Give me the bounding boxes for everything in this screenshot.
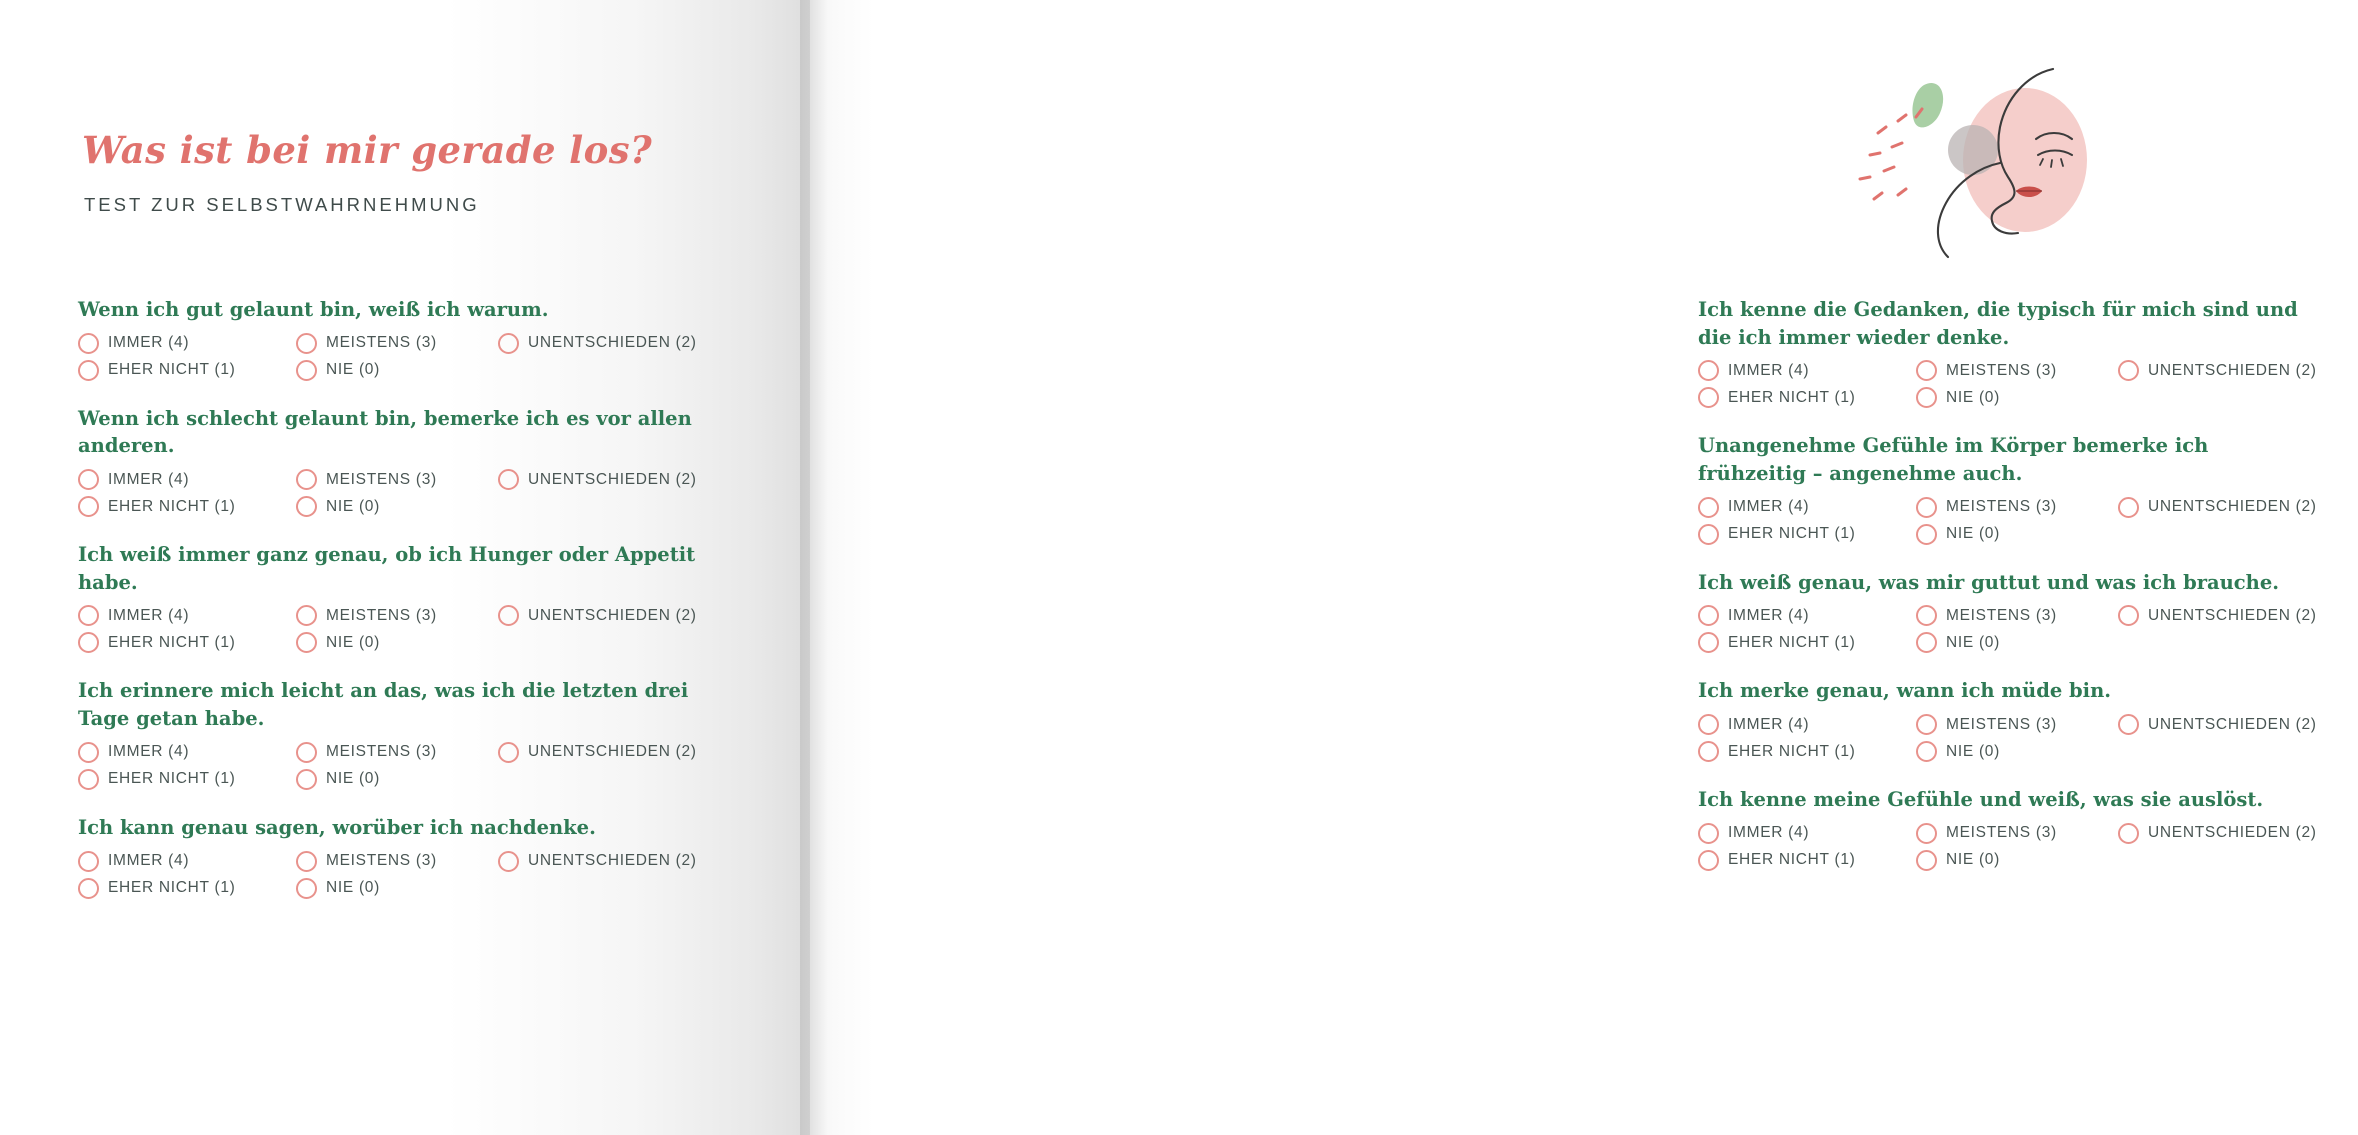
option-label: NIE (0) — [1946, 851, 2000, 869]
radio-circle-icon[interactable] — [1698, 524, 1719, 545]
option-row — [1698, 741, 2358, 762]
option-row — [78, 605, 768, 626]
option-label: IMMER (4) — [1728, 824, 1810, 842]
option-5[interactable] — [296, 769, 416, 790]
option-label: MEISTENS (3) — [326, 743, 437, 761]
option-2[interactable] — [296, 851, 476, 872]
option-row — [1698, 605, 2358, 626]
option-label: EHER NICHT (1) — [108, 879, 236, 896]
option-label: MEISTENS (3) — [326, 470, 437, 488]
option-2[interactable] — [296, 605, 476, 626]
option-row — [1698, 360, 2358, 381]
question-block — [1698, 569, 2358, 654]
radio-circle-icon[interactable] — [1698, 605, 1719, 626]
option-label: MEISTENS (3) — [1946, 606, 2057, 624]
question-block — [1698, 432, 2358, 544]
radio-circle-icon[interactable] — [1698, 497, 1719, 518]
radio-circle-icon[interactable] — [498, 469, 519, 490]
option-3[interactable] — [2118, 823, 2318, 844]
option-5[interactable] — [1916, 741, 2036, 762]
option-5[interactable] — [1916, 524, 2036, 545]
option-2[interactable] — [1916, 497, 2096, 518]
option-2[interactable] — [296, 742, 476, 763]
option-5[interactable] — [1916, 850, 2036, 871]
option-1[interactable] — [78, 469, 274, 490]
radio-circle-icon[interactable] — [1698, 632, 1719, 653]
question-block — [78, 814, 768, 899]
radio-circle-icon[interactable] — [296, 360, 317, 381]
option-row — [78, 742, 768, 763]
option-4[interactable] — [78, 632, 274, 653]
option-2[interactable] — [1916, 605, 2096, 626]
option-4[interactable] — [78, 360, 274, 381]
question-block — [78, 405, 768, 517]
radio-circle-icon[interactable] — [1916, 850, 1937, 871]
radio-circle-icon[interactable] — [2118, 605, 2139, 626]
option-label: UNENTSCHIEDEN (2) — [2148, 824, 2317, 842]
radio-circle-icon[interactable] — [296, 769, 317, 790]
radio-circle-icon[interactable] — [1916, 387, 1937, 408]
option-label: MEISTENS (3) — [1946, 361, 2057, 379]
option-label: UNENTSCHIEDEN (2) — [528, 852, 697, 869]
option-row — [78, 878, 768, 899]
radio-circle-icon[interactable] — [296, 469, 317, 490]
option-label: EHER NICHT (1) — [1728, 633, 1856, 651]
radio-circle-icon[interactable] — [1916, 605, 1937, 626]
option-label: NIE (0) — [326, 497, 380, 515]
radio-circle-icon[interactable] — [78, 769, 99, 790]
option-1[interactable] — [78, 742, 274, 763]
option-label: NIE (0) — [1946, 742, 2000, 760]
radio-circle-icon[interactable] — [2118, 823, 2139, 844]
radio-circle-icon[interactable] — [78, 742, 99, 763]
question-text: Ich kenne meine Gefühle und weiß, was sie auslöst. — [1698, 788, 2264, 812]
option-1[interactable] — [78, 851, 274, 872]
radio-circle-icon[interactable] — [78, 360, 99, 381]
radio-circle-icon[interactable] — [1916, 360, 1937, 381]
radio-circle-icon[interactable] — [296, 878, 317, 899]
option-5[interactable] — [296, 632, 416, 653]
option-row — [1698, 497, 2358, 518]
radio-circle-icon[interactable] — [78, 632, 99, 653]
option-4[interactable] — [78, 496, 274, 517]
option-label: EHER NICHT (1) — [108, 633, 236, 651]
question-text: Ich weiß genau, was mir guttut und was ich brauche. — [1698, 570, 2280, 594]
option-label: IMMER (4) — [108, 743, 190, 761]
radio-circle-icon[interactable] — [78, 605, 99, 626]
radio-circle-icon[interactable] — [78, 878, 99, 899]
radio-circle-icon[interactable] — [2118, 497, 2139, 518]
option-3[interactable] — [498, 469, 698, 490]
radio-circle-icon[interactable] — [498, 333, 519, 354]
radio-circle-icon[interactable] — [1698, 850, 1719, 871]
option-label: IMMER (4) — [108, 606, 190, 624]
option-1[interactable] — [1698, 605, 1894, 626]
option-label: IMMER (4) — [1728, 361, 1810, 379]
option-row — [78, 769, 768, 790]
option-1[interactable] — [78, 605, 274, 626]
option-3[interactable] — [498, 742, 698, 763]
question-text: Ich merke genau, wann ich müde bin. — [1698, 679, 2112, 703]
radio-circle-icon[interactable] — [1916, 714, 1937, 735]
radio-circle-icon[interactable] — [498, 851, 519, 872]
radio-circle-icon[interactable] — [296, 333, 317, 354]
radio-circle-icon[interactable] — [498, 605, 519, 626]
option-label: IMMER (4) — [1728, 498, 1810, 516]
option-label: NIE (0) — [326, 361, 380, 379]
radio-circle-icon[interactable] — [296, 742, 317, 763]
radio-circle-icon[interactable] — [1916, 632, 1937, 653]
radio-circle-icon[interactable] — [78, 469, 99, 490]
option-2[interactable] — [1916, 360, 2096, 381]
option-4[interactable] — [1698, 632, 1894, 653]
option-5[interactable] — [296, 878, 416, 899]
option-label: EHER NICHT (1) — [108, 361, 236, 379]
question-block — [78, 677, 768, 789]
radio-circle-icon[interactable] — [1698, 360, 1719, 381]
option-label: MEISTENS (3) — [326, 606, 437, 624]
option-label: UNENTSCHIEDEN (2) — [2148, 715, 2317, 733]
radio-circle-icon[interactable] — [1698, 714, 1719, 735]
option-3[interactable] — [498, 851, 698, 872]
radio-circle-icon[interactable] — [78, 496, 99, 517]
option-row — [78, 632, 768, 653]
option-3[interactable] — [2118, 605, 2318, 626]
option-row — [1698, 823, 2358, 844]
option-label: UNENTSCHIEDEN (2) — [528, 606, 697, 624]
option-3[interactable] — [2118, 497, 2318, 518]
question-text: Ich weiß immer ganz genau, ob ich Hunger oder Appetit habe. — [78, 543, 696, 594]
option-4[interactable] — [1698, 524, 1894, 545]
left-page — [0, 0, 810, 1135]
option-label: MEISTENS (3) — [326, 852, 437, 869]
option-label: MEISTENS (3) — [1946, 715, 2057, 733]
option-label: IMMER (4) — [1728, 715, 1810, 733]
radio-circle-icon[interactable] — [2118, 714, 2139, 735]
radio-circle-icon[interactable] — [1916, 741, 1937, 762]
question-text: Ich kann genau sagen, worüber ich nachdenke. — [78, 815, 596, 839]
option-label: MEISTENS (3) — [1946, 498, 2057, 516]
question-text: Wenn ich schlecht gelaunt bin, bemerke ich es vor allen anderen. — [78, 406, 692, 458]
radio-circle-icon[interactable] — [1916, 823, 1937, 844]
option-label: EHER NICHT (1) — [108, 497, 236, 515]
option-label: UNENTSCHIEDEN (2) — [528, 470, 697, 488]
option-label: UNENTSCHIEDEN (2) — [2148, 606, 2317, 624]
question-block — [1698, 677, 2358, 762]
question-block — [78, 541, 768, 653]
option-row — [78, 360, 768, 381]
option-label: IMMER (4) — [108, 334, 190, 352]
option-2[interactable] — [296, 469, 476, 490]
option-row — [1698, 524, 2358, 545]
option-label: IMMER (4) — [1728, 606, 1810, 624]
option-3[interactable] — [498, 333, 698, 354]
option-row — [78, 469, 768, 490]
radio-circle-icon[interactable] — [1698, 741, 1719, 762]
radio-circle-icon[interactable] — [1916, 497, 1937, 518]
option-1[interactable] — [1698, 497, 1894, 518]
option-4[interactable] — [78, 878, 274, 899]
option-label: EHER NICHT (1) — [1728, 525, 1856, 543]
option-label: UNENTSCHIEDEN (2) — [2148, 361, 2317, 379]
option-label: NIE (0) — [326, 633, 380, 651]
option-3[interactable] — [498, 605, 698, 626]
option-label: UNENTSCHIEDEN (2) — [2148, 498, 2317, 516]
option-5[interactable] — [1916, 632, 2036, 653]
option-label: NIE (0) — [1946, 388, 2000, 406]
option-2[interactable] — [1916, 823, 2096, 844]
page-subtitle: TEST ZUR SELBSTWAHRNEHMUNG — [84, 194, 480, 215]
option-row — [1698, 632, 2358, 653]
option-4[interactable] — [1698, 741, 1894, 762]
option-label: NIE (0) — [1946, 525, 2000, 543]
question-text: Ich kenne die Gedanken, die typisch für mich sind und die ich immer wieder denke. — [1698, 298, 2298, 349]
radio-circle-icon[interactable] — [1916, 524, 1937, 545]
option-label: IMMER (4) — [108, 852, 190, 869]
option-row — [1698, 850, 2358, 871]
option-1[interactable] — [1698, 360, 1894, 381]
option-1[interactable] — [78, 333, 274, 354]
option-label: NIE (0) — [326, 879, 380, 896]
option-3[interactable] — [2118, 714, 2318, 735]
option-label: MEISTENS (3) — [326, 334, 437, 352]
option-3[interactable] — [2118, 360, 2318, 381]
option-label: IMMER (4) — [108, 470, 190, 488]
option-5[interactable] — [1916, 387, 2036, 408]
radio-circle-icon[interactable] — [296, 496, 317, 517]
question-text: Ich erinnere mich leicht an das, was ich die letzten drei Tage getan habe. — [78, 679, 689, 731]
option-row — [78, 496, 768, 517]
option-label: EHER NICHT (1) — [108, 770, 236, 788]
question-block — [78, 296, 768, 381]
radio-circle-icon[interactable] — [296, 851, 317, 872]
option-label: EHER NICHT (1) — [1728, 742, 1856, 760]
question-list-right — [1698, 296, 2358, 895]
radio-circle-icon[interactable] — [78, 333, 99, 354]
question-block — [1698, 786, 2358, 871]
face-profile-illustration — [1840, 55, 2140, 280]
option-row — [78, 851, 768, 872]
option-label: EHER NICHT (1) — [1728, 388, 1856, 406]
radio-circle-icon[interactable] — [498, 742, 519, 763]
question-list-left — [78, 296, 768, 923]
option-4[interactable] — [1698, 387, 1894, 408]
option-2[interactable] — [296, 333, 476, 354]
option-2[interactable] — [1916, 714, 2096, 735]
option-5[interactable] — [296, 496, 416, 517]
page-title: Was ist bei mir gerade los? — [82, 128, 653, 172]
option-label: EHER NICHT (1) — [1728, 851, 1856, 869]
option-label: UNENTSCHIEDEN (2) — [528, 334, 697, 352]
question-text: Wenn ich gut gelaunt bin, weiß ich warum. — [78, 298, 549, 321]
radio-circle-icon[interactable] — [1698, 387, 1719, 408]
option-4[interactable] — [1698, 850, 1894, 871]
radio-circle-icon[interactable] — [2118, 360, 2139, 381]
radio-circle-icon[interactable] — [296, 632, 317, 653]
option-row — [78, 333, 768, 354]
option-4[interactable] — [78, 769, 274, 790]
right-page — [810, 0, 2317, 1135]
radio-circle-icon[interactable] — [1698, 823, 1719, 844]
option-label: NIE (0) — [1946, 633, 2000, 651]
option-row — [1698, 387, 2358, 408]
question-block — [1698, 296, 2358, 408]
radio-circle-icon[interactable] — [296, 605, 317, 626]
option-label: NIE (0) — [326, 770, 380, 788]
radio-circle-icon[interactable] — [78, 851, 99, 872]
question-text: Unangenehme Gefühle im Körper bemerke ich frühzeitig – angenehme auch. — [1698, 434, 2209, 486]
option-5[interactable] — [296, 360, 416, 381]
option-1[interactable] — [1698, 714, 1894, 735]
option-1[interactable] — [1698, 823, 1894, 844]
option-label: UNENTSCHIEDEN (2) — [528, 743, 697, 761]
option-label: MEISTENS (3) — [1946, 824, 2057, 842]
option-row — [1698, 714, 2358, 735]
